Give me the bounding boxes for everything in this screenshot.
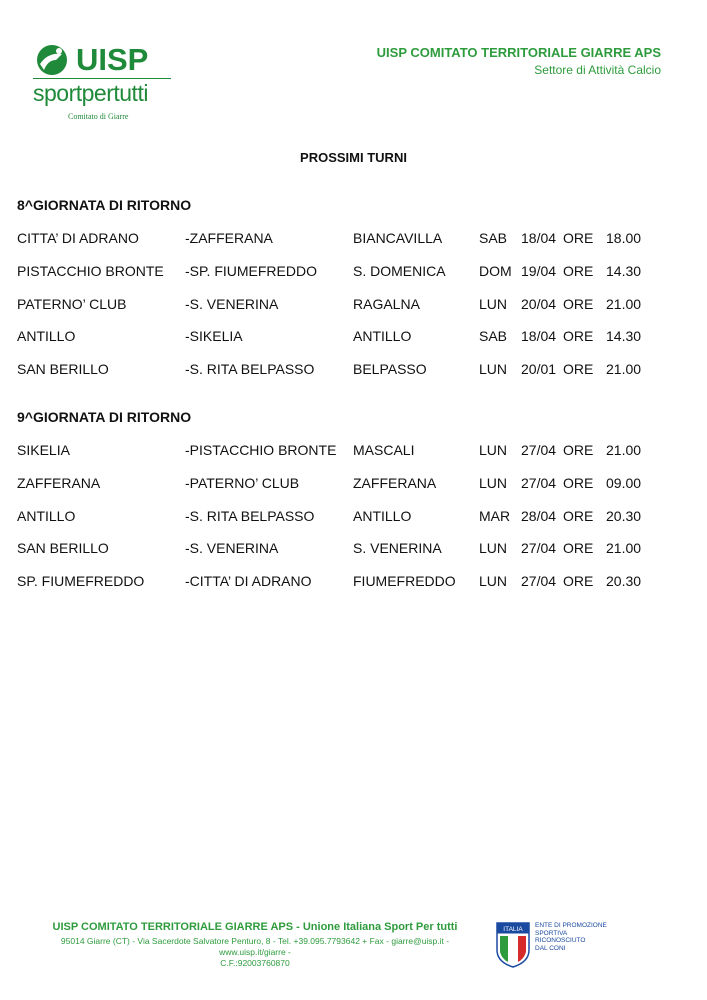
match-time: 14.30	[606, 262, 642, 279]
match-time: 18.00	[606, 230, 642, 246]
match-time: 20.30	[606, 573, 642, 590]
match-day: LUN	[479, 295, 508, 312]
ore-label: ORE	[563, 442, 594, 458]
header	[377, 45, 661, 77]
away-team: -PISTACCHIO BRONTE	[185, 442, 337, 458]
match-date: 20/04	[521, 295, 557, 312]
home-team: ZAFFERANA	[17, 474, 101, 491]
ore-label: ORE	[563, 295, 594, 312]
italia-label: ITALIA	[503, 926, 523, 933]
venue: MASCALI	[353, 442, 415, 458]
logo-divider	[33, 78, 171, 79]
venue: ANTILLO	[353, 328, 412, 345]
header-org: UISP COMITATO TERRITORIALE GIARRE APS	[376, 45, 661, 60]
match-date: 27/04	[521, 442, 557, 458]
match-time: 21.00	[606, 442, 642, 458]
footer-address-line1: 95014 Giarre (CT) - Via Sacerdote Salvatore Penturo, 8 - Tel. +39.095.7793642 + Fax - giarre@uisp.it - www.uisp.it/giarre -	[60, 936, 450, 957]
round-title: 8^GIORNATA DI RITORNO	[17, 197, 192, 213]
match-date: 19/04	[521, 262, 557, 279]
coni-line-4: DAL CONI	[535, 944, 566, 952]
match-day: LUN	[479, 573, 508, 590]
home-team: SP. FIUMEFREDDO	[17, 573, 145, 590]
match-date: 27/04	[521, 573, 557, 590]
away-team: -ZAFFERANA	[185, 230, 273, 246]
match-time: 21.00	[606, 540, 642, 557]
venue: FIUMEFREDDO	[353, 573, 456, 590]
footer-address-line2: C.F.:92003760870	[220, 958, 290, 968]
ore-label: ORE	[563, 361, 594, 378]
logo-sub: Comitato di Giarre	[68, 112, 129, 121]
venue: ZAFFERANA	[353, 474, 437, 491]
ore-label: ORE	[563, 262, 594, 279]
home-team: SIKELIA	[17, 442, 70, 458]
coni-line-2: SPORTIVA	[535, 929, 568, 937]
coni-shield	[496, 922, 530, 973]
ore-label: ORE	[563, 328, 594, 345]
footer	[35, 921, 475, 969]
match-day: DOM	[479, 262, 512, 279]
away-team: -SIKELIA	[185, 328, 243, 345]
match-day: SAB	[479, 230, 508, 246]
away-team: -S. RITA BELPASSO	[185, 507, 315, 524]
match-date: 27/04	[521, 474, 557, 491]
runner-icon	[32, 42, 72, 78]
away-team: -S. VENERINA	[185, 295, 279, 312]
coni-line-1: ENTE DI PROMOZIONE	[535, 922, 607, 929]
italia-shield-icon	[496, 922, 530, 968]
away-team: -PATERNO’ CLUB	[185, 474, 300, 491]
venue: ANTILLO	[353, 507, 412, 524]
home-team: ANTILLO	[17, 328, 76, 345]
home-team: ANTILLO	[17, 507, 76, 524]
ore-label: ORE	[563, 230, 594, 246]
home-team: PISTACCHIO BRONTE	[17, 262, 164, 279]
round-title: 9^GIORNATA DI RITORNO	[17, 409, 192, 425]
match-day: MAR	[479, 507, 511, 524]
match-date: 18/04	[521, 328, 557, 345]
away-team: -S. RITA BELPASSO	[185, 361, 315, 378]
logo-sport: sportpertutti	[33, 80, 148, 106]
logo-word: UISP	[76, 42, 149, 77]
coni-text	[535, 922, 607, 952]
home-team: SAN BERILLO	[17, 540, 109, 557]
home-team: SAN BERILLO	[17, 361, 109, 378]
page-title: PROSSIMI TURNI	[300, 150, 407, 165]
ore-label: ORE	[563, 507, 594, 524]
away-team: -CITTA’ DI ADRANO	[185, 573, 312, 590]
footer-title: UISP COMITATO TERRITORIALE GIARRE APS - Unione Italiana Sport Per tutti	[52, 921, 458, 933]
match-day: SAB	[479, 328, 508, 345]
match-day: LUN	[479, 361, 508, 378]
venue: BIANCAVILLA	[353, 230, 443, 246]
match-time: 14.30	[606, 328, 642, 345]
match-time: 21.00	[606, 295, 642, 312]
away-team: -SP. FIUMEFREDDO	[185, 262, 317, 279]
coni-line-3: RICONOSCIUTO	[535, 937, 586, 944]
ore-label: ORE	[563, 540, 594, 557]
ore-label: ORE	[563, 573, 594, 590]
venue: RAGALNA	[353, 295, 420, 312]
away-team: -S. VENERINA	[185, 540, 279, 557]
match-date: 28/04	[521, 507, 557, 524]
match-time: 21.00	[606, 361, 642, 378]
header-sector: Settore di Attività Calcio	[534, 63, 661, 77]
uisp-logo	[30, 40, 180, 125]
home-team: CITTA’ DI ADRANO	[17, 230, 139, 246]
footer-address	[35, 936, 475, 969]
venue: S. VENERINA	[353, 540, 442, 557]
match-time: 09.00	[606, 474, 642, 491]
match-date: 18/04	[521, 230, 557, 246]
ore-label: ORE	[563, 474, 594, 491]
match-time: 20.30	[606, 507, 642, 524]
match-day: LUN	[479, 540, 508, 557]
match-date: 27/04	[521, 540, 557, 557]
match-day: LUN	[479, 474, 508, 491]
home-team: PATERNO’ CLUB	[17, 295, 127, 312]
venue: BELPASSO	[353, 361, 427, 378]
match-date: 20/01	[521, 361, 557, 378]
venue: S. DOMENICA	[353, 262, 446, 279]
match-day: LUN	[479, 442, 508, 458]
